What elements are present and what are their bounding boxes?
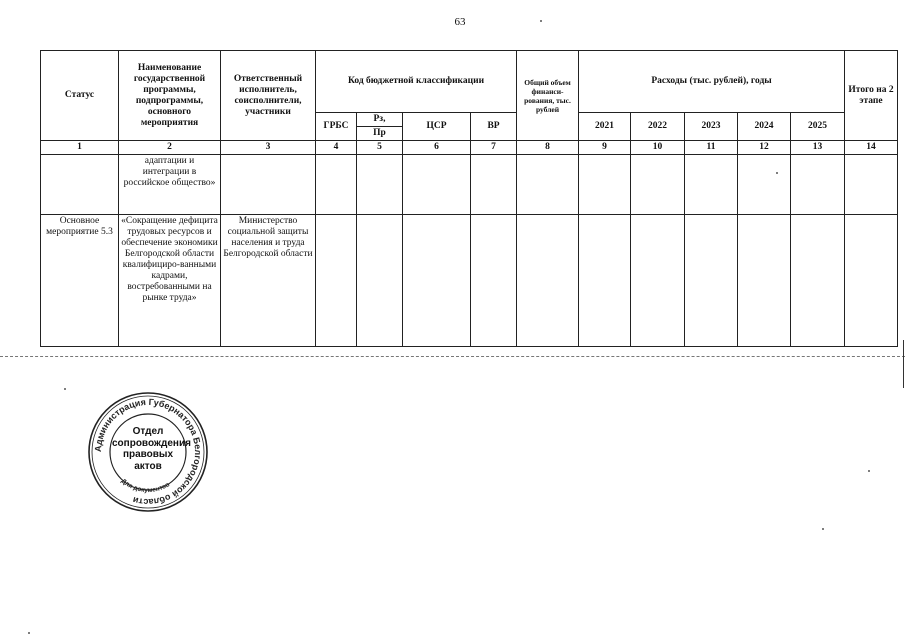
row-status [41, 155, 119, 215]
header-year-2024: 2024 [738, 113, 791, 141]
header-vr: ВР [471, 113, 517, 141]
header-budget-code: Код бюджетной классификации [316, 51, 517, 113]
header-expenses: Расходы (тыс. рублей), годы [579, 51, 845, 113]
svg-text:Для документов [120, 478, 171, 494]
column-number: 4 [316, 141, 357, 155]
header-name: Наименование государственной программы, подпрограммы, основного мероприятия [119, 51, 221, 141]
scan-speck [868, 470, 870, 472]
scan-speck [822, 528, 824, 530]
header-rz: Рз, [357, 113, 403, 127]
budget-table [40, 50, 898, 347]
column-number: 5 [357, 141, 403, 155]
column-number: 9 [579, 141, 631, 155]
header-csr: ЦСР [403, 113, 471, 141]
header-year-2022: 2022 [631, 113, 685, 141]
row-name: адаптации и интеграции в российское общество» [119, 155, 221, 215]
column-number: 6 [403, 141, 471, 155]
column-number-row [41, 141, 898, 155]
table-row [41, 215, 898, 347]
column-number: 8 [517, 141, 579, 155]
row-responsible: Министерство социальной защиты населения и труда Белгородской области [221, 215, 316, 347]
row-name: «Сокращение дефицита трудовых ресурсов и обеспечение экономики Белгородской области квалифициро-ванными кадрами, востребованными на рынке труда» [119, 215, 221, 347]
page-number: 63 [454, 16, 466, 28]
header-year-2021: 2021 [579, 113, 631, 141]
official-stamp [86, 390, 210, 514]
table-row [41, 155, 898, 215]
row-responsible [221, 155, 316, 215]
scan-speck [28, 632, 30, 634]
row-status: Основное мероприятие 5.3 [41, 215, 119, 347]
header-year-2025: 2025 [791, 113, 845, 141]
scan-speck [776, 172, 778, 174]
column-number: 1 [41, 141, 119, 155]
page-edge-mark [903, 340, 904, 388]
column-number: 7 [471, 141, 517, 155]
header-total-stage: Итого на 2 этапе [845, 51, 898, 141]
header-total-volume: Общий объем финанси-рования, тыс. рублей [517, 51, 579, 141]
column-number: 14 [845, 141, 898, 155]
column-number: 2 [119, 141, 221, 155]
page-cut-line [0, 356, 905, 357]
header-year-2023: 2023 [685, 113, 738, 141]
column-number: 13 [791, 141, 845, 155]
header-row-1 [41, 51, 898, 113]
column-number: 11 [685, 141, 738, 155]
stamp-bottom-text: Для документов [119, 477, 172, 495]
header-responsible: Ответственный исполнитель, соисполнители, участники [221, 51, 316, 141]
stamp-center-text: Отдел сопровождения правовых актов [112, 426, 191, 472]
scan-speck [540, 20, 542, 22]
header-grbs: ГРБС [316, 113, 357, 141]
header-pr: Пр [357, 127, 403, 141]
column-number: 12 [738, 141, 791, 155]
stamp-ring-text: Администрация Губернатора Белгородской области [92, 396, 204, 508]
column-number: 10 [631, 141, 685, 155]
column-number: 3 [221, 141, 316, 155]
header-status: Статус [41, 51, 119, 141]
scan-speck [64, 388, 66, 390]
